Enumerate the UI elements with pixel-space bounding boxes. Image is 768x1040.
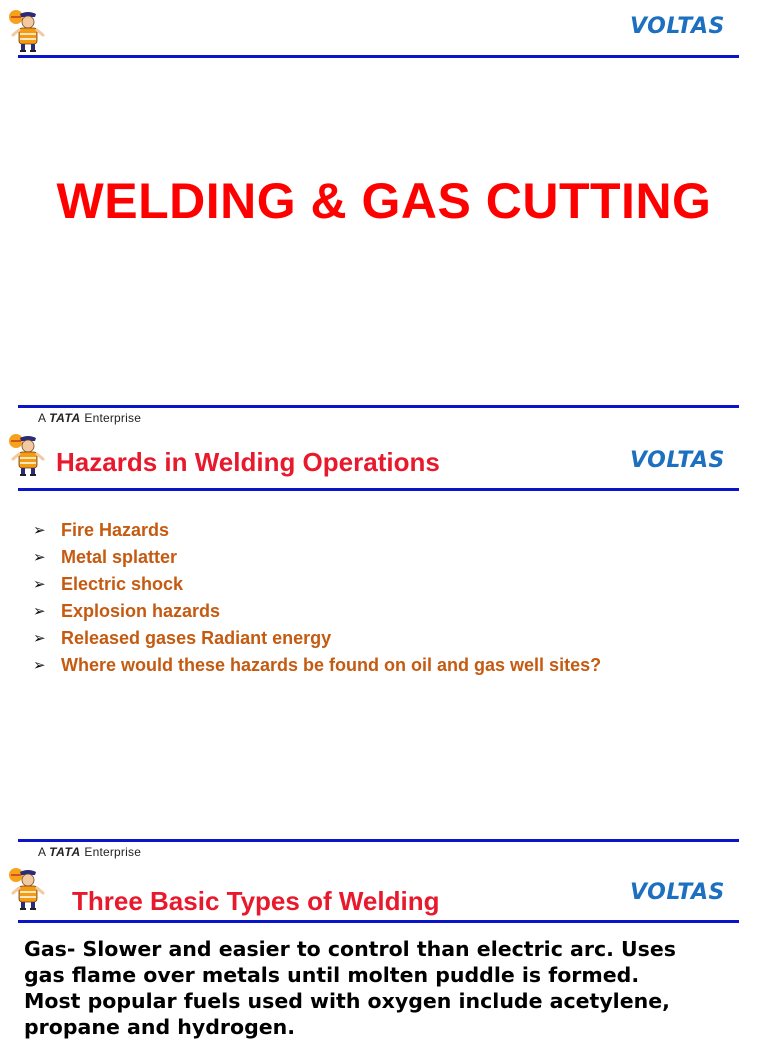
voltas-logo: VOLTAS <box>630 880 725 905</box>
list-item: ➢ Explosion hazards <box>33 598 601 625</box>
arrow-bullet-icon: ➢ <box>33 656 46 674</box>
list-item: ➢ Fire Hazards <box>33 517 601 544</box>
body-line: gas flame over metals until molten puddle is formed. <box>24 963 640 987</box>
footer-suffix: Enterprise <box>84 411 142 425</box>
arrow-bullet-icon: ➢ <box>33 629 46 647</box>
list-item: ➢ Electric shock <box>33 571 601 598</box>
voltas-logo: VOLTAS <box>630 14 725 39</box>
arrow-bullet-icon: ➢ <box>33 602 46 620</box>
arrow-bullet-icon: ➢ <box>33 548 46 566</box>
tata-brand: TATA <box>49 411 81 425</box>
main-title: WELDING & GAS CUTTING <box>56 173 712 229</box>
header-rule <box>18 55 739 58</box>
gas-welding-description <box>24 936 754 1040</box>
footer-prefix: A <box>38 411 46 425</box>
header-rule <box>18 920 739 923</box>
tata-enterprise-footer <box>38 411 141 425</box>
list-item: ➢ Released gases Radiant energy <box>33 625 601 652</box>
safety-mascot-icon <box>6 866 46 910</box>
welding-types-title: Three Basic Types of Welding <box>72 886 440 916</box>
safety-mascot-icon <box>6 432 46 476</box>
arrow-bullet-icon: ➢ <box>33 575 46 593</box>
footer-prefix: A <box>38 845 46 859</box>
footer-rule <box>18 405 739 408</box>
hazard-list <box>33 517 601 679</box>
list-item: ➢ Where would these hazards be found on oil and gas well sites? <box>33 652 601 679</box>
body-line: propane and hydrogen. <box>24 1015 296 1039</box>
arrow-bullet-icon: ➢ <box>33 521 46 539</box>
tata-enterprise-footer <box>38 845 141 859</box>
tata-brand: TATA <box>49 845 81 859</box>
hazards-title: Hazards in Welding Operations <box>56 447 440 477</box>
body-line: Gas- Slower and easier to control than electric arc. Uses <box>24 937 676 961</box>
body-line: Most popular fuels used with oxygen include acetylene, <box>24 989 670 1013</box>
list-item: ➢ Metal splatter <box>33 544 601 571</box>
voltas-logo: VOLTAS <box>630 448 725 473</box>
header-rule <box>18 488 739 491</box>
footer-rule <box>18 839 739 842</box>
footer-suffix: Enterprise <box>84 845 142 859</box>
safety-mascot-icon <box>6 8 46 52</box>
